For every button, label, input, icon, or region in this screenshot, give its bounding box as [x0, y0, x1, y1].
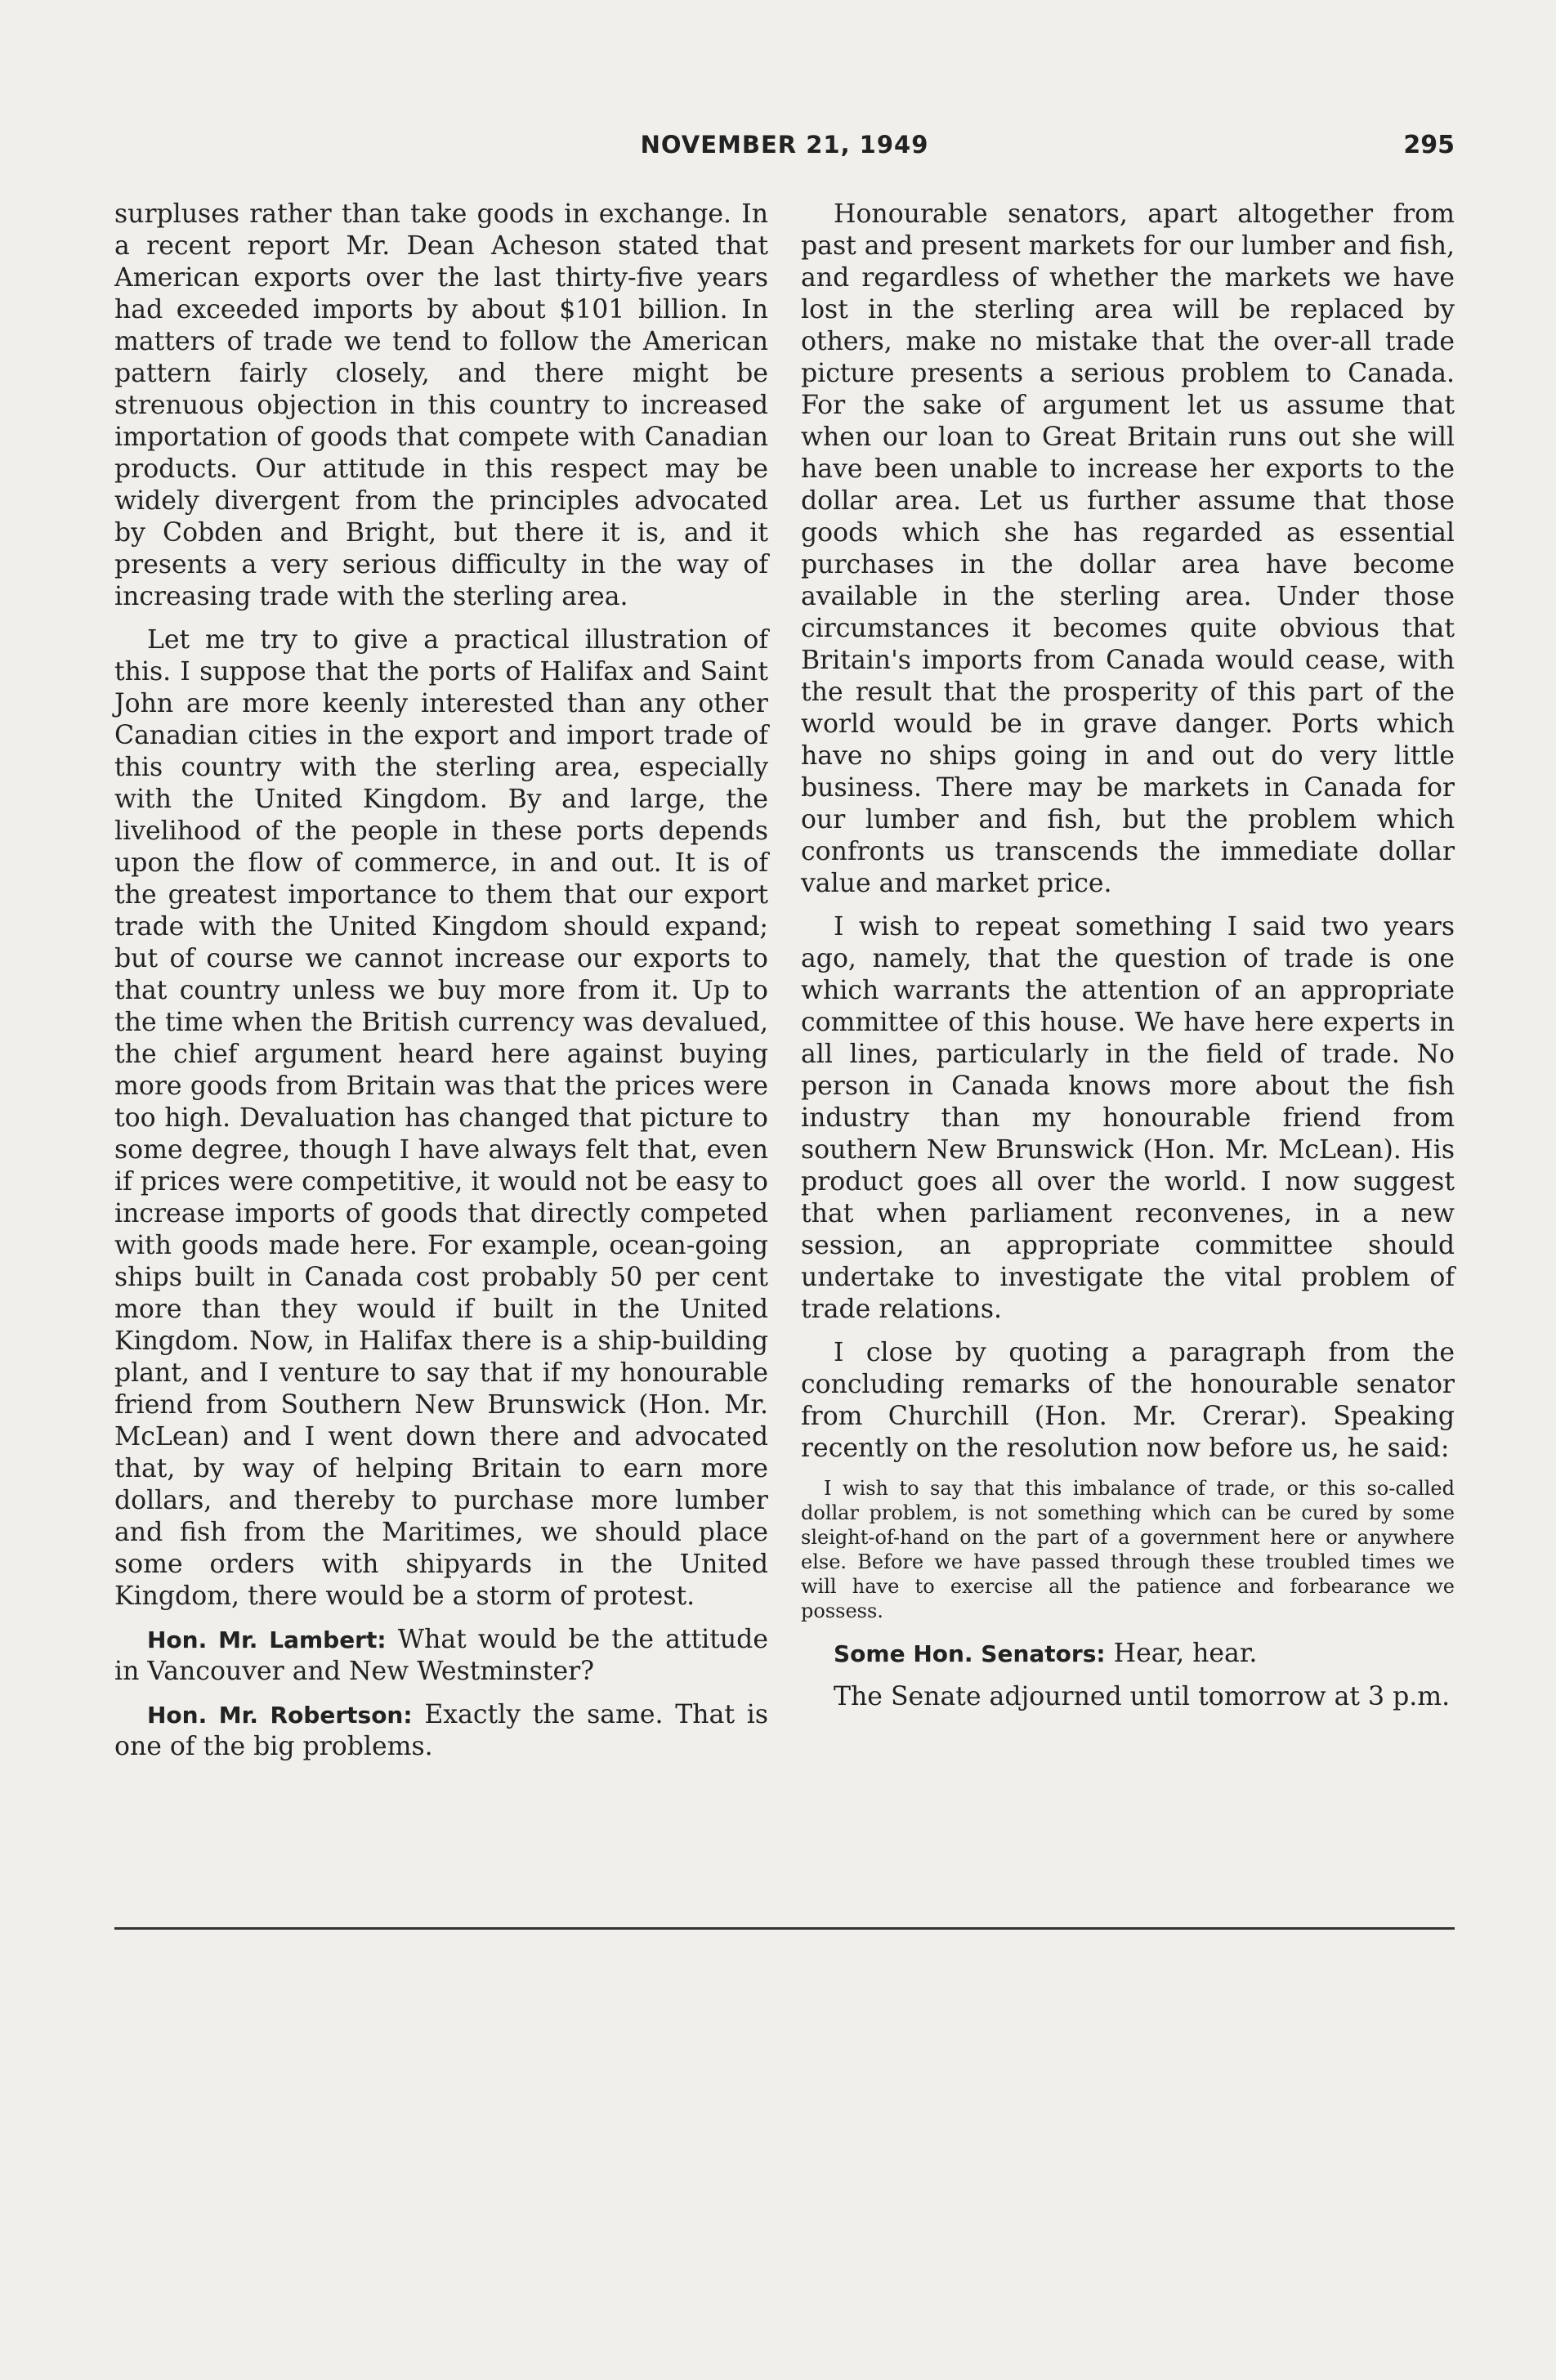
- speech: [114, 1624, 768, 1688]
- paragraph: I wish to repeat something I said two years ago, namely, that the question of trade is one which warrants the attention of an appropriate committee of this house. We have here experts in all lines, particularly in the field of trade. No person in Canada knows more about the fish industry than my honourable friend from southern New Brunswick (Hon. Mr. McLean). His product goes all over the world. I now suggest that when parliament reconvenes, in a new session, an appropriate committee should undertake to investigate the vital problem of trade relations.: [801, 912, 1455, 1324]
- speaker-name: Some Hon. Senators:: [834, 1640, 1106, 1667]
- footer-rule: [114, 1927, 1455, 1930]
- left-column: [114, 199, 768, 1774]
- speech: [801, 1638, 1455, 1670]
- quotation: I wish to say that this imbalance of trade, or this so-called dollar problem, is not something which can be cured by some sleight-of-hand on the part of a government here or anywhere else. Before we have passed through these troubled times we will have to exercise all the patience and forbearance we possess.: [801, 1477, 1455, 1622]
- speech-text: Exactly the same. That is one of the big problems.: [114, 1700, 769, 1761]
- paragraph: Honourable senators, apart altogether from past and present markets for our lumber and fish, and regardless of whether the markets we have lost in the sterling area will be replaced by others, make no mistake that the over-all trade picture presents a serious problem to Canada. For the sake of argument let us assume that when our loan to Great Britain runs out she will have been unable to increase her exports to the dollar area. Let us further assume that those goods which she has regarded as essential purchases in the dollar area have become available in the sterling area. Under those circumstances it becomes quite obvious that Britain's imports from Canada would cease, with the result that the prosperity of this part of the world would be in grave danger. Ports which have no ships going in and out do very little business. There may be markets in Canada for our lumber and fish, but the problem which confronts us transcends the immediate dollar value and market price.: [801, 199, 1455, 898]
- paragraph: The Senate adjourned until tomorrow at 3 p.m.: [834, 1682, 1451, 1711]
- speech-text: Hear, hear.: [1113, 1639, 1258, 1668]
- speech-text: What would be the attitude in Vancouver and New Westminster?: [114, 1625, 768, 1686]
- page-date: NOVEMBER 21, 1949: [640, 131, 929, 159]
- paragraph: surpluses rather than take goods in exchange. In a recent report Mr. Dean Acheson stated that American exports over the last thirty-five years had exceeded imports by about $101 billion. In matters of trade we tend to follow the American pattern fairly closely, and there might be strenuous objection in this country to increased importation of goods that compete with Canadian products. Our attitude in this respect may be widely divergent from the principles advocated by Cobden and Bright, but there it is, and it presents a very serious difficulty in the way of increasing trade with the sterling area.: [114, 199, 768, 611]
- page-header: [114, 131, 1455, 172]
- page-number: 295: [1403, 131, 1455, 159]
- speaker-name: Hon. Mr. Robertson:: [147, 1702, 413, 1729]
- paragraph: Let me try to give a practical illustration of this. I suppose that the ports of Halifax and Saint John are more keenly interested than any other Canadian cities in the export and import trade of this country with the sterling area, especially with the United Kingdom. By and large, the livelihood of the people in these ports depends upon the flow of commerce, in and out. It is of the greatest importance to them that our export trade with the United Kingdom should expand; but of course we cannot increase our exports to that country unless we buy more from it. Up to the time when the British currency was devalued, the chief argument heard here against buying more goods from Britain was that the prices were too high. Devaluation has changed that picture to some degree, though I have always felt that, even if prices were competitive, it would not be easy to increase imports of goods that directly competed with goods made here. For example, ocean-going ships built in Canada cost probably 50 per cent more than they would if built in the United Kingdom. Now, in Halifax there is a ship-building plant, and I venture to say that if my honourable friend from Southern New Brunswick (Hon. Mr. McLean) and I went down there and advocated that, by way of helping Britain to earn more dollars, and thereby to purchase more lumber and fish from the Maritimes, we should place some orders with shipyards in the United Kingdom, there would be a storm of protest.: [114, 625, 768, 1611]
- speech: [114, 1699, 768, 1763]
- speaker-name: Hon. Mr. Lambert:: [147, 1626, 387, 1653]
- right-column: [801, 199, 1455, 1725]
- paragraph: I close by quoting a paragraph from the concluding remarks of the honourable senator from Churchill (Hon. Mr. Crerar). Speaking recently on the resolution now before us, he said:: [801, 1338, 1455, 1463]
